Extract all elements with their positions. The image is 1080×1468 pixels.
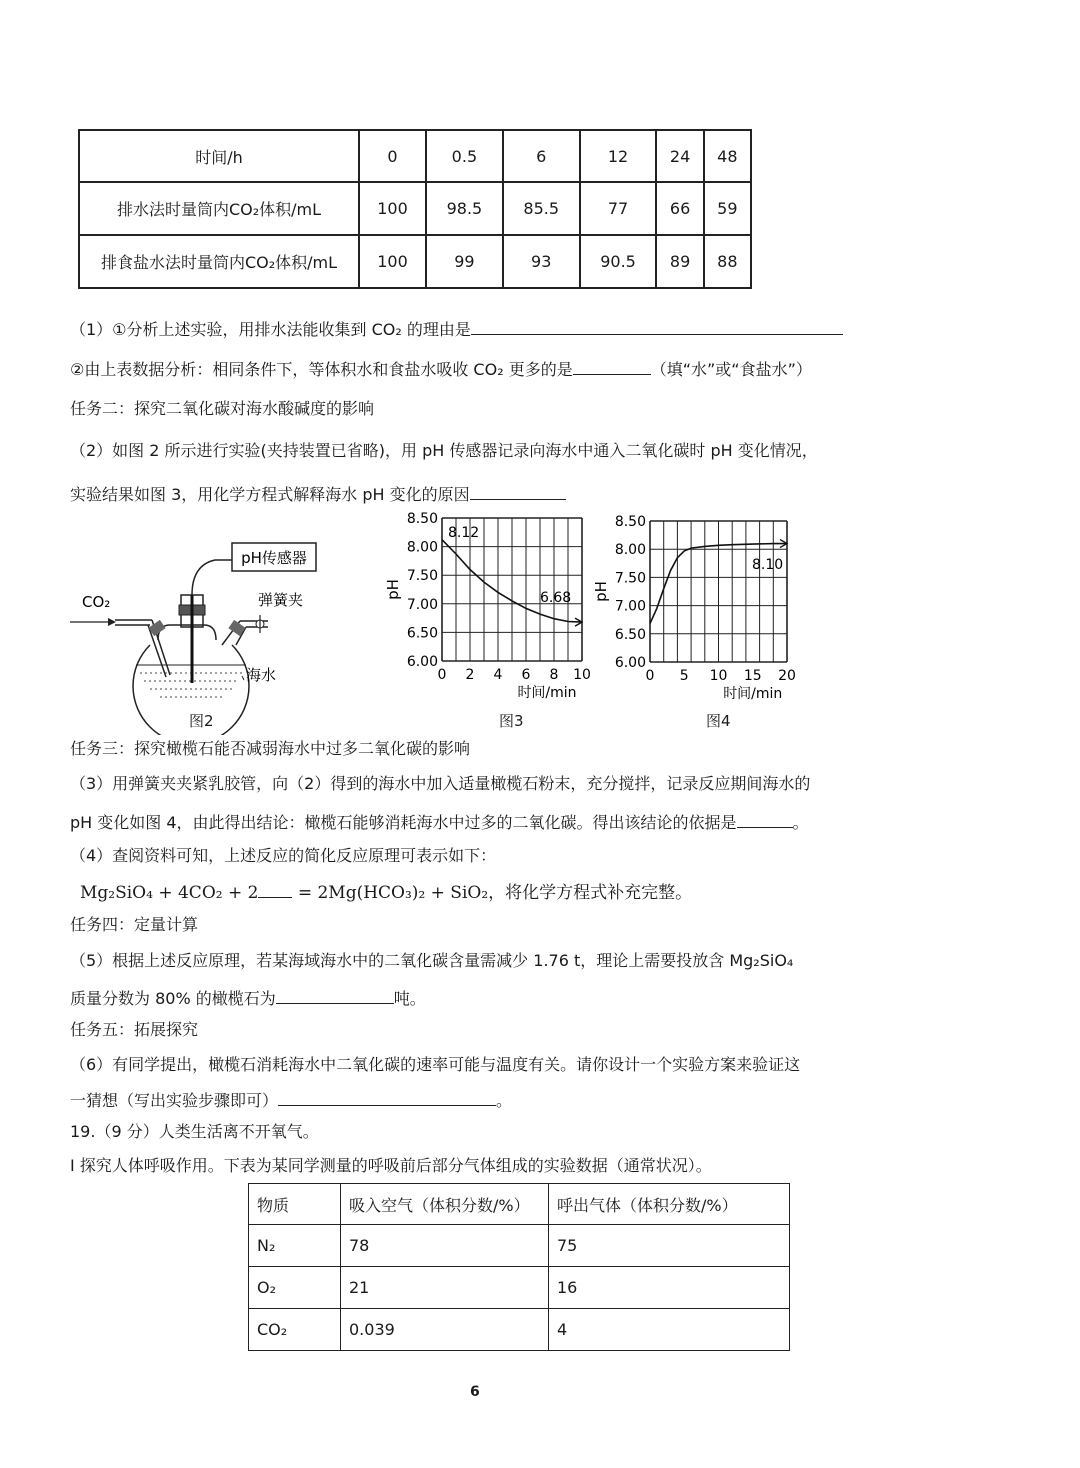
figure-4-caption: 图4 (706, 712, 731, 730)
question-1a-text: （1）①分析上述实验，用排水法能收集到 CO₂ 的理由是 (70, 320, 471, 339)
table1-cell: 89 (656, 235, 703, 288)
question-6b-end: 。 (496, 1091, 513, 1110)
table2-header-cell: 呼出气体（体积分数/%） (549, 1184, 790, 1225)
figure-2-caption: 图2 (189, 712, 214, 730)
task-4-heading: 任务四：定量计算 (70, 915, 199, 934)
x-tick-label: 10 (709, 668, 728, 684)
figure-3-chart (380, 510, 605, 705)
question-6b-text: 一猜想（写出实验步骤即可） (70, 1091, 279, 1110)
figure-2-apparatus (70, 535, 370, 735)
table1-cell: 排食盐水法时量筒内CO₂体积/mL (79, 235, 359, 288)
breathing-gas-table (248, 1183, 790, 1351)
table1-cell: 100 (359, 182, 426, 235)
co2-label: CO₂ (82, 593, 111, 611)
question-19-intro: I 探究人体呼吸作用。下表为某同学测量的呼吸前后部分气体组成的实验数据（通常状况）。 (70, 1156, 712, 1175)
table1-cell: 77 (580, 182, 657, 235)
x-tick-label: 6 (521, 667, 531, 683)
table1-cell: 98.5 (426, 182, 503, 235)
y-tick-label: 8.50 (614, 514, 646, 530)
x-tick-label: 2 (465, 667, 475, 683)
question-1a (70, 316, 843, 341)
x-tick-label: 0 (437, 667, 447, 683)
table2-cell: 4 (549, 1309, 790, 1351)
answer-blank[interactable] (278, 1087, 496, 1106)
question-2a: （2）如图 2 所示进行实验(夹持装置已省略)，用 pH 传感器记录向海水中通入二氧化碳时 pH 变化情况， (70, 441, 818, 460)
table1-cell: 100 (359, 235, 426, 288)
x-axis-label: 时间/min (723, 686, 783, 702)
y-tick-label: 7.00 (406, 596, 438, 613)
table1-cell: 90.5 (580, 235, 657, 288)
co2-volume-table (78, 129, 752, 289)
y-tick-label: 6.50 (406, 625, 438, 642)
x-axis-label: 时间/min (517, 685, 577, 701)
equation-line (80, 879, 692, 904)
question-5b-text: 质量分数为 80% 的橄榄石为 (70, 989, 276, 1008)
question-1b-hint: （填“水”或“食盐水”） (650, 360, 812, 379)
page-number: 6 (470, 1384, 480, 1400)
x-tick-label: 15 (743, 668, 762, 684)
question-3b (70, 809, 809, 834)
x-tick-label: 5 (679, 668, 689, 684)
table2-cell: 78 (341, 1225, 549, 1267)
table1-cell: 99 (426, 235, 503, 288)
table2-cell: O₂ (249, 1267, 341, 1309)
table2-cell: 0.039 (341, 1309, 549, 1351)
y-tick-label: 6.50 (614, 626, 646, 643)
table1-header-cell: 24 (656, 130, 703, 182)
question-3a: （3）用弹簧夹夹紧乳胶管，向（2）得到的海水中加入适量橄榄石粉末，充分搅拌，记录反应期间海水的 (70, 774, 811, 793)
task-5-heading: 任务五：拓展探究 (70, 1020, 199, 1039)
answer-blank[interactable] (471, 316, 843, 335)
data-label: 6.68 (540, 590, 572, 606)
table2-cell: N₂ (249, 1225, 341, 1267)
x-tick-label: 10 (573, 667, 591, 683)
table2-header-cell: 物质 (249, 1184, 341, 1225)
table1-cell: 排水法时量筒内CO₂体积/mL (79, 182, 359, 235)
y-tick-label: 7.50 (614, 570, 646, 587)
question-3b-end: 。 (792, 813, 809, 832)
y-tick-label: 6.00 (406, 654, 438, 670)
sensor-label: pH传感器 (241, 549, 307, 567)
x-tick-label: 20 (778, 668, 796, 684)
y-tick-label: 8.00 (614, 542, 646, 559)
seawater-label: 海水 (246, 666, 277, 684)
y-tick-label: 8.50 (406, 511, 438, 527)
equation-blank[interactable] (258, 879, 292, 898)
table2-cell: 21 (341, 1267, 549, 1309)
table1-header-cell: 12 (580, 130, 657, 182)
table2-header-cell: 吸入空气（体积分数/%） (341, 1184, 549, 1225)
table2-cell: 75 (549, 1225, 790, 1267)
table1-header-cell: 0 (359, 130, 426, 182)
data-label: 8.12 (448, 525, 480, 541)
table2-cell: 16 (549, 1267, 790, 1309)
question-1b-text: ②由上表数据分析：相同条件下，等体积水和食盐水吸收 CO₂ 更多的是 (70, 360, 573, 379)
question-19-title: 19.（9 分）人类生活离不开氧气。 (70, 1122, 319, 1141)
clip-label: 弹簧夹 (258, 591, 304, 609)
answer-blank[interactable] (737, 809, 793, 828)
question-5b-end: 吨。 (393, 989, 426, 1008)
table1-header-cell: 48 (704, 130, 751, 182)
table2-cell: CO₂ (249, 1309, 341, 1351)
answer-blank[interactable] (276, 985, 394, 1004)
x-tick-label: 4 (493, 667, 503, 683)
table1-header-cell: 0.5 (426, 130, 503, 182)
x-tick-label: 0 (645, 668, 655, 684)
x-tick-label: 8 (549, 667, 559, 683)
question-4: （4）查阅资料可知，上述反应的简化反应原理可表示如下： (70, 846, 497, 865)
figure-4-chart (590, 510, 810, 705)
y-axis-label: pH (592, 581, 610, 602)
equation-right: = 2Mg(HCO₃)₂ + SiO₂，将化学方程式补充完整。 (292, 883, 693, 903)
question-3b-text: pH 变化如图 4，由此得出结论：橄榄石能够消耗海水中过多的二氧化碳。得出该结论的依据是 (70, 813, 737, 832)
answer-blank[interactable] (573, 356, 651, 375)
table1-cell: 93 (503, 235, 580, 288)
y-tick-label: 7.00 (614, 598, 646, 615)
table1-cell: 85.5 (503, 182, 580, 235)
question-2b-text: 实验结果如图 3，用化学方程式解释海水 pH 变化的原因 (70, 485, 470, 504)
question-6a: （6）有同学提出，橄榄石消耗海水中二氧化碳的速率可能与温度有关。请你设计一个实验方案来验证这 (70, 1055, 801, 1074)
task-3-heading: 任务三：探究橄榄石能否减弱海水中过多二氧化碳的影响 (70, 739, 471, 758)
table1-cell: 88 (704, 235, 751, 288)
question-1b (70, 356, 812, 381)
question-6b (70, 1087, 512, 1112)
table1-header-cell: 时间/h (79, 130, 359, 182)
y-tick-label: 8.00 (406, 539, 438, 556)
table1-cell: 59 (704, 182, 751, 235)
y-axis-label: pH (384, 579, 402, 600)
question-5b (70, 985, 426, 1010)
task-2-heading: 任务二：探究二氧化碳对海水酸碱度的影响 (70, 399, 375, 418)
question-2b (70, 481, 566, 506)
data-label: 8.10 (752, 557, 784, 573)
question-5a: （5）根据上述反应原理，若某海域海水中的二氧化碳含量需减少 1.76 t，理论上需要投放含 Mg₂SiO₄ (70, 951, 794, 970)
y-tick-label: 6.00 (614, 655, 646, 671)
equation-left: Mg₂SiO₄ + 4CO₂ + 2 (80, 883, 259, 903)
table1-header-cell: 6 (503, 130, 580, 182)
table1-cell: 66 (656, 182, 703, 235)
figure-3-caption: 图3 (499, 712, 524, 730)
answer-blank[interactable] (470, 481, 566, 500)
y-tick-label: 7.50 (406, 568, 438, 585)
